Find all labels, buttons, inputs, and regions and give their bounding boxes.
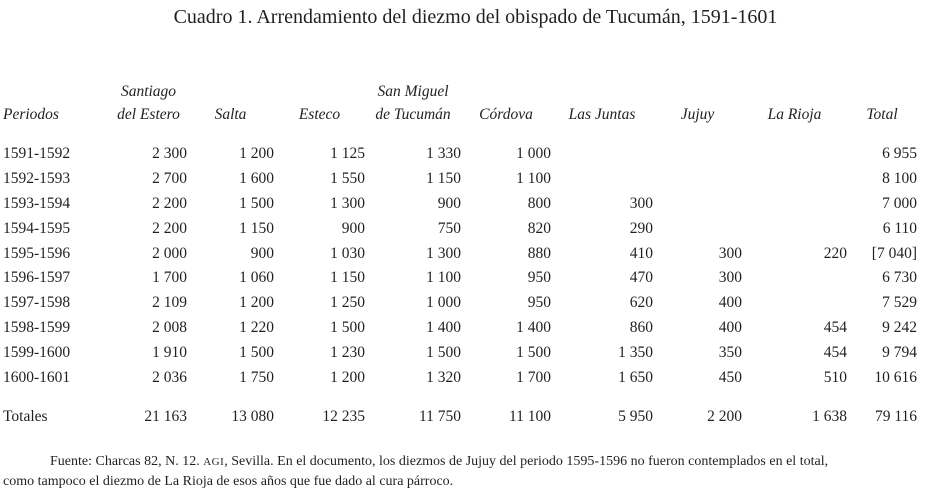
value-cell: 300 (629, 194, 653, 212)
value-cell: 620 (629, 294, 653, 312)
column-header (110, 56, 187, 128)
period-cell: 1592-1593 (3, 170, 71, 188)
value-cell (551, 167, 653, 192)
column-header-line-1 (3, 80, 110, 103)
value-cell: 1 200 (239, 145, 274, 163)
column-header-line-2: Córdova (479, 106, 533, 123)
total-cell: 5 950 (618, 407, 653, 425)
value-cell: 750 (437, 219, 461, 237)
column-header-line-2: Salta (214, 106, 247, 123)
value-cell: 900 (341, 219, 365, 237)
footnote (0, 452, 951, 491)
value-cell: 2 200 (152, 219, 187, 237)
value-cell: 2 008 (152, 318, 187, 336)
value-cell: 1 500 (426, 343, 461, 361)
table-row (0, 365, 951, 390)
value-cell: 1 500 (239, 343, 274, 361)
value-cell: 1 150 (426, 170, 461, 188)
value-cell: 1 200 (239, 294, 274, 312)
value-cell: 2 036 (152, 368, 187, 386)
column-header (653, 56, 742, 128)
table-row (0, 291, 951, 316)
footnote-text-b: , Sevilla. En el documento, los diezmos de Jujuy del periodo 1595-1596 no fueron contemplados en el total, (224, 454, 829, 469)
table-row (0, 142, 951, 167)
value-cell: 2 109 (152, 294, 187, 312)
value-cell: 800 (527, 194, 551, 212)
value-cell (742, 167, 847, 192)
period-cell: 1600-1601 (3, 368, 71, 386)
value-cell: 1 350 (618, 343, 653, 361)
value-cell: 6 730 (882, 269, 917, 287)
value-cell: 2 300 (152, 145, 187, 163)
total-cell: 13 080 (231, 407, 274, 425)
value-cell: 880 (527, 244, 551, 262)
column-header (551, 56, 653, 128)
value-cell: 1 150 (330, 269, 365, 287)
column-header (274, 56, 365, 128)
total-cell: 12 235 (322, 407, 365, 425)
value-cell: 1 650 (618, 368, 653, 386)
value-cell: 1 200 (330, 368, 365, 386)
value-cell (653, 167, 742, 192)
column-header-line-1 (847, 80, 917, 103)
value-cell: 7 000 (882, 194, 917, 212)
value-cell: 410 (629, 244, 653, 262)
value-cell: 300 (718, 244, 742, 262)
period-cell: 1596-1597 (3, 269, 71, 287)
value-cell: 950 (527, 269, 551, 287)
totals-row (0, 406, 951, 428)
value-cell: 2 700 (152, 170, 187, 188)
value-cell: 1 300 (426, 244, 461, 262)
value-cell: 1 150 (239, 219, 274, 237)
value-cell: 1 500 (516, 343, 551, 361)
value-cell: 1 125 (330, 145, 365, 163)
column-header-line-1 (551, 80, 653, 103)
value-cell: 1 030 (330, 244, 365, 262)
value-cell: 1 400 (426, 318, 461, 336)
total-cell: 11 100 (508, 407, 551, 425)
value-cell: 900 (437, 194, 461, 212)
value-cell (742, 192, 847, 217)
total-cell: 21 163 (144, 407, 187, 425)
value-cell: [7 040] (871, 244, 917, 262)
value-cell: 1 500 (239, 194, 274, 212)
column-header-line-1 (653, 80, 742, 103)
value-cell: 1 000 (426, 294, 461, 312)
footnote-abbreviation: AGI (203, 456, 225, 468)
total-cell: 1 638 (812, 407, 847, 425)
column-header-line-2: del Estero (117, 106, 180, 123)
value-cell: 1 700 (152, 269, 187, 287)
value-cell (551, 142, 653, 167)
value-cell (742, 266, 847, 291)
value-cell: 220 (823, 244, 847, 262)
column-header-line-1 (187, 80, 274, 103)
value-cell: 860 (629, 318, 653, 336)
table-row (0, 216, 951, 241)
period-cell: 1593-1594 (3, 194, 71, 212)
value-cell (742, 291, 847, 316)
value-cell: 1 550 (330, 170, 365, 188)
column-header-line-1: San Miguel (377, 83, 449, 100)
value-cell (653, 192, 742, 217)
value-cell: 1 700 (516, 368, 551, 386)
footnote-line-1 (0, 452, 951, 472)
value-cell: 1 330 (426, 145, 461, 163)
column-header-line-2: La Rioja (767, 106, 822, 123)
value-cell: 8 100 (882, 170, 917, 188)
value-cell: 10 616 (874, 368, 917, 386)
table-title: Cuadro 1. Arrendamiento del diezmo del obispado de Tucumán, 1591-1601 (173, 6, 778, 28)
period-cell: 1594-1595 (3, 219, 71, 237)
value-cell: 1 910 (152, 343, 187, 361)
column-header (461, 56, 551, 128)
value-cell: 510 (823, 368, 847, 386)
column-header-line-2: Esteco (298, 106, 341, 123)
value-cell: 454 (823, 343, 847, 361)
value-cell: 300 (718, 269, 742, 287)
total-cell: 11 750 (418, 407, 461, 425)
value-cell: 6 110 (882, 219, 917, 237)
value-cell: 1 220 (239, 318, 274, 336)
value-cell: 1 600 (239, 170, 274, 188)
tithe-table (0, 56, 951, 428)
value-cell: 950 (527, 294, 551, 312)
value-cell: 1 230 (330, 343, 365, 361)
value-cell: 6 955 (882, 145, 917, 163)
value-cell: 9 794 (882, 343, 917, 361)
value-cell: 1 300 (330, 194, 365, 212)
value-cell: 900 (250, 244, 274, 262)
value-cell: 470 (629, 269, 653, 287)
total-cell: 2 200 (707, 407, 742, 425)
total-cell: 79 116 (874, 407, 917, 425)
period-cell: 1598-1599 (3, 318, 71, 336)
value-cell: 9 242 (882, 318, 917, 336)
value-cell: 7 529 (882, 294, 917, 312)
value-cell: 820 (527, 219, 551, 237)
column-header-line-2: Jujuy (680, 106, 715, 123)
column-header-line-1: Santiago (120, 83, 177, 100)
column-header-line-2: de Tucumán (375, 106, 451, 123)
footnote-line-2: como tampoco el diezmo de La Rioja de esos años que fue dado al cura párroco. (3, 474, 454, 489)
column-header-line-1 (742, 80, 847, 103)
value-cell: 1 500 (330, 318, 365, 336)
value-cell: 400 (718, 318, 742, 336)
period-cell: 1595-1596 (3, 244, 71, 262)
value-cell (742, 216, 847, 241)
column-header (365, 56, 461, 128)
table-row (0, 266, 951, 291)
value-cell: 1 320 (426, 368, 461, 386)
value-cell: 1 400 (516, 318, 551, 336)
column-header-line-2: Periodos (3, 106, 59, 123)
table-row (0, 241, 951, 266)
value-cell: 1 250 (330, 294, 365, 312)
table-row (0, 192, 951, 217)
column-header (187, 56, 274, 128)
value-cell: 450 (718, 368, 742, 386)
value-cell: 2 200 (152, 194, 187, 212)
table-row (0, 340, 951, 365)
value-cell: 290 (629, 219, 653, 237)
header-row (0, 56, 951, 128)
column-header-line-1 (461, 80, 551, 103)
value-cell: 454 (823, 318, 847, 336)
table-row (0, 316, 951, 341)
column-header (847, 56, 917, 128)
period-cell: 1597-1598 (3, 294, 71, 312)
value-cell (653, 216, 742, 241)
value-cell: 2 000 (152, 244, 187, 262)
value-cell: 1 750 (239, 368, 274, 386)
period-cell: 1599-1600 (3, 343, 71, 361)
value-cell: 1 100 (516, 170, 551, 188)
column-header (0, 56, 110, 128)
value-cell: 400 (718, 294, 742, 312)
column-header (742, 56, 847, 128)
footnote-text-a: Fuente: Charcas 82, N. 12. (50, 454, 204, 469)
value-cell: 1 060 (239, 269, 274, 287)
column-header-line-2: Las Juntas (568, 106, 636, 123)
value-cell: 1 100 (426, 269, 461, 287)
totals-label: Totales (3, 407, 48, 425)
table-row (0, 167, 951, 192)
value-cell: 1 000 (516, 145, 551, 163)
value-cell (742, 142, 847, 167)
value-cell: 350 (718, 343, 742, 361)
period-cell: 1591-1592 (3, 145, 71, 163)
column-header-line-1 (274, 80, 365, 103)
value-cell (653, 142, 742, 167)
column-header-line-2: Total (866, 106, 898, 123)
